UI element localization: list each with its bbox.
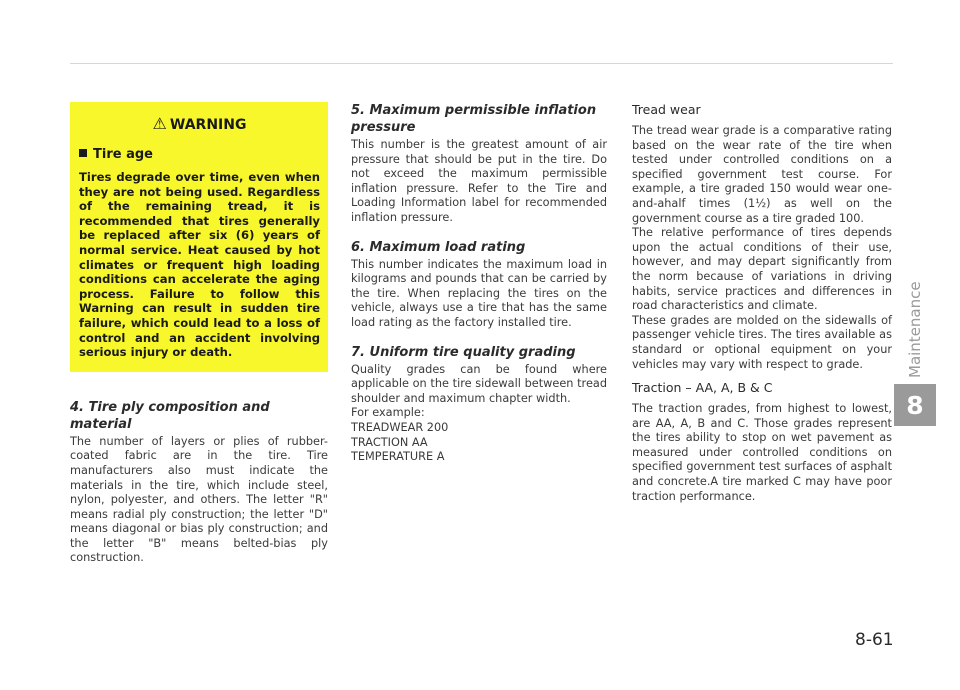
top-divider: [70, 63, 893, 64]
example-line: TRACTION AA: [351, 435, 428, 449]
section-6-text: This number indicates the maximum load in kilograms and pounds that can be carried by the tire. When replacing the tires on the vehicle, always use a tire that has the same load rating as the factory installed tire.: [351, 257, 607, 329]
column-2: [351, 102, 607, 465]
section-4-title: 4. Tire ply composition and material: [70, 399, 270, 432]
treadwear-paragraph-1: The tread wear grade is a comparative rating based on the wear rate of the tire when tested under controlled conditions on a specified government test course. For example, a tire graded 150 would wear one-and-ahalf times (1½) as well on the government course as a tire graded 100.: [632, 124, 892, 225]
column-1: [70, 102, 328, 566]
warning-heading-text: WARNING: [169, 117, 247, 133]
example-label: For example:: [351, 406, 425, 420]
warning-heading: [79, 114, 320, 133]
warning-triangle-icon: ⚠: [152, 114, 167, 133]
page-number: 8-61: [855, 630, 894, 650]
section-6-title: 6. Maximum load rating: [351, 239, 526, 255]
warning-text: Tires degrade over time, even when they are not being used. Regardless of the remaining tread, it is recommended that tires generally be replaced after six (6) years of normal service. Heat caused by hot climates or frequent high loading conditions can accelerate the aging process. Failure to follow this Warning can result in sudden tire failure, which could lead to a loss of control and an accident involving serious injury or death.: [79, 170, 320, 360]
chapter-tab-label: Maintenance: [906, 281, 924, 378]
treadwear-paragraph-3: These grades are molded on the sidewalls of passenger vehicle tires. The tires available as standard or optional equipment on your vehicles may vary with respect to grade.: [632, 313, 892, 371]
treadwear-title: Tread wear: [632, 102, 701, 117]
traction-title: Traction – AA, A, B & C: [632, 380, 773, 396]
section-5-title: 5. Maximum permissible inflation pressure: [351, 103, 597, 135]
warning-subheading-text: Tire age: [93, 147, 153, 162]
warning-subheading: [79, 147, 320, 162]
square-bullet-icon: [79, 149, 87, 157]
example-line: TEMPERATURE A: [351, 450, 445, 464]
traction-text: The traction grades, from highest to lowest, are AA, A, B and C. Those grades represent the tires ability to stop on wet pavement as measured under controlled conditions on specified government test surfaces of asphalt and concrete.A tire marked C may have poor traction performance.: [632, 402, 892, 503]
section-7-title: 7. Uniform tire quality grading: [351, 344, 576, 360]
chapter-tab-number: 8: [894, 384, 936, 426]
treadwear-paragraph-2: The relative performance of tires depends upon the actual conditions of their use, however, and may depart significantly from the norm because of variations in driving habits, service practices and differences in road characteristics and climate.: [632, 226, 892, 313]
section-7-text: Quality grades can be found where applicable on the tire sidewall between tread shoulder and maximum chapter width.: [351, 362, 607, 405]
section-4-text: The number of layers or plies of rubber- coated fabric are in the tire. Tire manufacturers also must indicate the materials in the tire, which include steel, nylon, polyester, and others. The letter "R" means radial ply construction; the letter "D" means diagonal or bias ply construction; and the letter "B" means belted-bias ply construction.: [70, 434, 328, 565]
example-line: TREADWEAR 200: [351, 420, 449, 434]
warning-box: [70, 102, 328, 372]
column-3: [632, 102, 892, 504]
section-5-text: This number is the greatest amount of air pressure that should be put in the tire. Do not exceed the maximum permissible inflation pressure. Refer to the Tire and Loading Information label for recommended inflation pressure.: [351, 138, 607, 224]
